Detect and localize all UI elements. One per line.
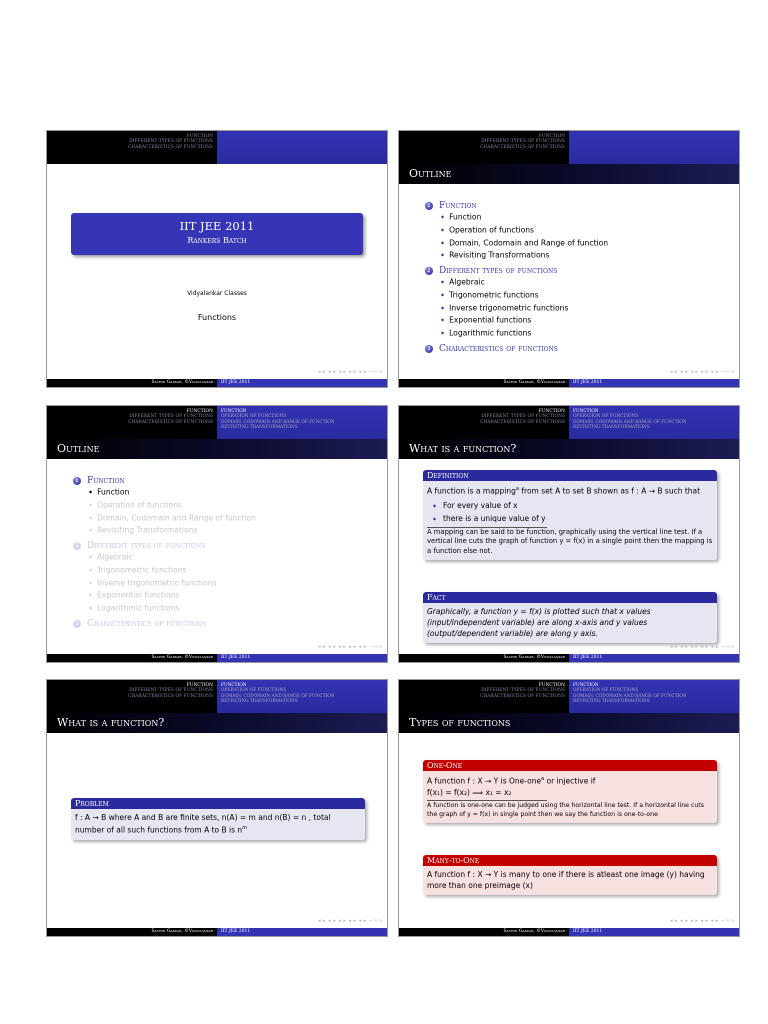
slide-header bbox=[47, 131, 387, 164]
bullet-item: ◆ there is a unique value of y bbox=[443, 512, 713, 525]
definition-block bbox=[423, 470, 717, 560]
outline-item[interactable]: ◆ Revisiting Transformations bbox=[425, 249, 725, 262]
beamer-nav-icons[interactable]: ◂ ▸ ◂ ▸ ◂ ▸ ◂ ▸ ◂ ▸ ∽∾∿ bbox=[317, 644, 383, 650]
outline-section[interactable]: 1 Function bbox=[425, 201, 725, 211]
outline-item[interactable]: ◆ Algebraic bbox=[73, 551, 373, 564]
slide-definition bbox=[398, 405, 740, 663]
block-title: Fact bbox=[423, 592, 717, 603]
slide-header bbox=[399, 406, 739, 439]
presentation-title: IIT JEE 2011 bbox=[179, 219, 255, 233]
subsection-nav[interactable]: FUNCTION OPERATION OF FUNCTIONS DOMAIN, CODOMAIN AND RANGE OF FUNCTION REVISITING TRANSFORMATIONS bbox=[573, 683, 687, 705]
slide-title bbox=[46, 130, 388, 388]
outline-item[interactable]: ◆ Domain, Codomain and Range of function bbox=[425, 237, 725, 250]
outline-item[interactable]: ◆ Operation of functions bbox=[73, 499, 373, 512]
author: Vidyalankar Classes bbox=[187, 290, 247, 297]
beamer-nav-icons[interactable]: ◂ ▸ ◂ ▸ ◂ ▸ ◂ ▸ ◂ ▸ ∽∾∿ bbox=[669, 369, 735, 375]
frame-title: Outline bbox=[47, 439, 387, 459]
outline-item[interactable]: ◆ Algebraic bbox=[425, 276, 725, 289]
beamer-nav-icons[interactable]: ◂ ▸ ◂ ▸ ◂ ▸ ◂ ▸ ◂ ▸ ∽∾∿ bbox=[317, 369, 383, 375]
problem-block bbox=[71, 798, 365, 840]
presentation-subtitle: Rankers Batch bbox=[187, 236, 247, 245]
section-nav[interactable]: FUNCTION DIFFERENT TYPES OF FUNCTIONS CHARACTERISTICS OF FUNCTIONS bbox=[480, 409, 565, 425]
beamer-nav-icons[interactable]: ◂ ▸ ◂ ▸ ◂ ▸ ◂ ▸ ◂ ▸ ∽∾∿ bbox=[669, 918, 735, 924]
one-one-text: A function f : X → Y is One-one$^a$ or injective if bbox=[427, 776, 596, 786]
outline-item[interactable]: ◆ Operation of functions bbox=[425, 224, 725, 237]
one-one-block bbox=[423, 760, 717, 823]
block-title: One-One bbox=[423, 760, 717, 771]
block-title: Problem bbox=[71, 798, 365, 809]
slide-problem bbox=[46, 679, 388, 937]
outline-item[interactable]: ◆ Domain, Codomain and Range of function bbox=[73, 512, 373, 525]
subsection-nav[interactable]: FUNCTION OPERATION OF FUNCTIONS DOMAIN, CODOMAIN AND RANGE OF FUNCTION REVISITING TRANSFORMATIONS bbox=[221, 683, 335, 705]
section-nav[interactable]: FUNCTION DIFFERENT TYPES OF FUNCTIONS CHARACTERISTICS OF FUNCTIONS bbox=[480, 134, 565, 150]
block-title: Many-to-One bbox=[423, 855, 717, 866]
outline-item[interactable]: ◆ Exponential functions bbox=[73, 589, 373, 602]
slide-footer: Sachin Gadkar, ©Vidyalankar IIT JEE 2011 bbox=[399, 654, 739, 662]
beamer-nav-icons[interactable]: ◂ ▸ ◂ ▸ ◂ ▸ ◂ ▸ ◂ ▸ ∽∾∿ bbox=[669, 644, 735, 650]
outline-list bbox=[425, 197, 725, 354]
subsection-nav[interactable]: FUNCTION OPERATION OF FUNCTIONS DOMAIN, CODOMAIN AND RANGE OF FUNCTION REVISITING TRANSFORMATIONS bbox=[221, 409, 335, 431]
frame-title: What is a function? bbox=[399, 439, 739, 459]
slide-outline-current bbox=[46, 405, 388, 663]
outline-item[interactable]: ◆ Revisiting Transformations bbox=[73, 524, 373, 537]
frame-title: What is a function? bbox=[47, 713, 387, 733]
outline-item[interactable]: ◆ Trigonometric functions bbox=[73, 564, 373, 577]
slide-header bbox=[47, 680, 387, 713]
definition-text: A function is a mapping$^a$ from set A to set B shown as f : A → B such that bbox=[427, 486, 701, 496]
topic: Functions bbox=[197, 313, 237, 322]
outline-section[interactable]: 1 Function bbox=[73, 476, 373, 486]
slide-footer: Sachin Gadkar, ©Vidyalankar IIT JEE 2011 bbox=[47, 654, 387, 662]
outline-item-current[interactable]: ◆ Function bbox=[73, 486, 373, 499]
title-block bbox=[71, 213, 363, 255]
slide-outline bbox=[398, 130, 740, 388]
footnote: A function is one-one can be judged using the horizontal line test. If a horizontal line cuts the graph of y = f(x) in single point then we say the function is one-to-one bbox=[427, 801, 704, 818]
outline-list bbox=[73, 472, 373, 629]
outline-item[interactable]: ◆ Logarithmic functions bbox=[425, 327, 725, 340]
fact-text: Graphically, a function y = f(x) is plotted such that x values (input/independent variable) are along x-axis and y values (output/dependent variable) are along y axis. bbox=[423, 603, 717, 643]
slide-header bbox=[399, 680, 739, 713]
slide-footer: Sachin Gadkar, ©Vidyalankar IIT JEE 2011 bbox=[399, 928, 739, 936]
slide-footer: Sachin Gadkar, ©Vidyalankar IIT JEE 2011 bbox=[399, 379, 739, 387]
one-one-formula: f(x₁) = f(x₂) ⟹ x₁ = x₂ bbox=[427, 787, 512, 797]
outline-item[interactable]: ◆ Function bbox=[425, 211, 725, 224]
outline-item[interactable]: ◆ Exponential functions bbox=[425, 314, 725, 327]
outline-section[interactable]: 2 Different types of functions bbox=[73, 541, 373, 551]
section-nav[interactable]: FUNCTION DIFFERENT TYPES OF FUNCTIONS CHARACTERISTICS OF FUNCTIONS bbox=[128, 134, 213, 150]
outline-item[interactable]: ◆ Trigonometric functions bbox=[425, 289, 725, 302]
slide-footer: Sachin Gadkar, ©Vidyalankar IIT JEE 2011 bbox=[47, 928, 387, 936]
slide-types bbox=[398, 679, 740, 937]
section-nav[interactable]: FUNCTION DIFFERENT TYPES OF FUNCTIONS CHARACTERISTICS OF FUNCTIONS bbox=[480, 683, 565, 699]
fact-block bbox=[423, 592, 717, 643]
frame-title: Outline bbox=[399, 164, 739, 184]
outline-item[interactable]: ◆ Inverse trigonometric functions bbox=[73, 577, 373, 590]
problem-text: f : A → B where A and B are finite sets, n(A) = m and n(B) = n , total number of all such functions from A to B is $n^m$ bbox=[71, 809, 365, 840]
bullet-item: ◆ For every value of x bbox=[443, 499, 713, 512]
section-nav[interactable]: FUNCTION DIFFERENT TYPES OF FUNCTIONS CHARACTERISTICS OF FUNCTIONS bbox=[128, 409, 213, 425]
slide-header bbox=[47, 406, 387, 439]
outline-section[interactable]: 3 Characteristics of functions bbox=[73, 619, 373, 629]
slide-header bbox=[399, 131, 739, 164]
frame-title: Types of functions bbox=[399, 713, 739, 733]
outline-section[interactable]: 2 Different types of functions bbox=[425, 266, 725, 276]
many-one-text: A function f : X → Y is many to one if there is atleast one image (y) having more than one preimage (x) bbox=[423, 866, 717, 895]
section-nav[interactable]: FUNCTION DIFFERENT TYPES OF FUNCTIONS CHARACTERISTICS OF FUNCTIONS bbox=[128, 683, 213, 699]
beamer-nav-icons[interactable]: ◂ ▸ ◂ ▸ ◂ ▸ ◂ ▸ ◂ ▸ ∽∾∿ bbox=[317, 918, 383, 924]
footnote: A mapping can be said to be function, graphically using the vertical line test. If a vertical line cuts the graph of function y = f(x) in a single point then the mapping is a function else not. bbox=[427, 527, 713, 555]
definition-bullets bbox=[427, 499, 713, 525]
block-title: Definition bbox=[423, 470, 717, 481]
outline-item[interactable]: ◆ Inverse trigonometric functions bbox=[425, 302, 725, 315]
subsection-nav[interactable]: FUNCTION OPERATION OF FUNCTIONS DOMAIN, CODOMAIN AND RANGE OF FUNCTION REVISITING TRANSFORMATIONS bbox=[573, 409, 687, 431]
outline-section[interactable]: 3 Characteristics of functions bbox=[425, 344, 725, 354]
many-one-block bbox=[423, 855, 717, 895]
slide-footer: Sachin Gadkar, ©Vidyalankar IIT JEE 2011 bbox=[47, 379, 387, 387]
outline-item[interactable]: ◆ Logarithmic functions bbox=[73, 602, 373, 615]
